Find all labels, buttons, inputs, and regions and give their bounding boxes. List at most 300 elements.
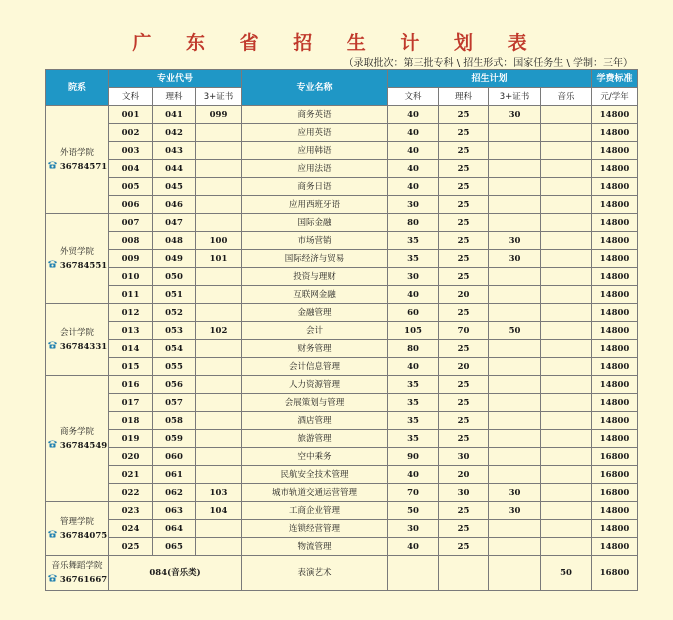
table-row <box>46 466 638 484</box>
code-science: 054 <box>153 340 196 358</box>
code-cert <box>196 376 242 394</box>
college-phone <box>47 259 107 273</box>
plan-science: 25 <box>439 142 489 160</box>
plan-arts: 40 <box>388 286 439 304</box>
page-title: 广 东 省 招 生 计 划 表 <box>132 32 541 54</box>
telephone-icon <box>47 160 58 174</box>
code-cert <box>196 538 242 556</box>
plan-music <box>541 340 592 358</box>
tuition-fee: 14800 <box>592 160 638 178</box>
plan-cert <box>489 142 541 160</box>
tuition-fee: 14800 <box>592 376 638 394</box>
college-phone <box>47 340 107 354</box>
plan-cert <box>489 160 541 178</box>
plan-arts: 35 <box>388 394 439 412</box>
plan-science: 20 <box>439 466 489 484</box>
tuition-fee: 14800 <box>592 106 638 124</box>
code-cert <box>196 286 242 304</box>
major-name: 国际经济与贸易 <box>242 250 388 268</box>
table-row <box>46 232 638 250</box>
major-name: 应用韩语 <box>242 142 388 160</box>
major-name: 应用法语 <box>242 160 388 178</box>
code-science: 060 <box>153 448 196 466</box>
college-name: 管理学院 <box>59 516 94 527</box>
code-science: 062 <box>153 484 196 502</box>
plan-science: 70 <box>439 322 489 340</box>
tuition-fee: 16800 <box>592 556 638 591</box>
table-body <box>46 106 638 591</box>
plan-science: 25 <box>439 376 489 394</box>
plan-music <box>541 250 592 268</box>
code-cert <box>196 448 242 466</box>
code-science: 065 <box>153 538 196 556</box>
code-cert <box>196 358 242 376</box>
code-arts: 006 <box>109 196 153 214</box>
college-cell <box>46 304 109 376</box>
plan-header: 招生计划 <box>388 70 592 88</box>
plan-arts: 35 <box>388 376 439 394</box>
telephone-icon <box>47 573 58 587</box>
tuition-fee: 14800 <box>592 394 638 412</box>
plan-science: 25 <box>439 214 489 232</box>
table-row <box>46 520 638 538</box>
plan-cert: 30 <box>489 484 541 502</box>
code-arts: 010 <box>109 268 153 286</box>
plan-science: 20 <box>439 286 489 304</box>
table-row <box>46 322 638 340</box>
code-header: 专业代号 <box>109 70 242 88</box>
code-sub-cert: 3+证书 <box>196 88 242 106</box>
plan-cert <box>489 538 541 556</box>
tuition-fee: 14800 <box>592 430 638 448</box>
plan-music <box>541 178 592 196</box>
plan-music <box>541 358 592 376</box>
plan-science: 25 <box>439 430 489 448</box>
code-science: 058 <box>153 412 196 430</box>
page-subtitle: （录取批次：第三批专科 \ 招生形式：国家任务生 \ 学制：三年） <box>343 58 633 69</box>
tuition-fee: 14800 <box>592 304 638 322</box>
code-science: 041 <box>153 106 196 124</box>
plan-arts: 40 <box>388 466 439 484</box>
code-cert: 104 <box>196 502 242 520</box>
plan-cert <box>489 448 541 466</box>
college-phone <box>47 529 107 543</box>
plan-cert <box>489 196 541 214</box>
plan-sub-arts: 文科 <box>388 88 439 106</box>
code-arts: 001 <box>109 106 153 124</box>
code-science: 064 <box>153 520 196 538</box>
table-row <box>46 358 638 376</box>
code-arts: 023 <box>109 502 153 520</box>
plan-science: 25 <box>439 232 489 250</box>
code-science: 050 <box>153 268 196 286</box>
plan-science: 25 <box>439 178 489 196</box>
plan-music <box>541 196 592 214</box>
code-science: 047 <box>153 214 196 232</box>
plan-science: 25 <box>439 394 489 412</box>
code-arts: 022 <box>109 484 153 502</box>
code-arts: 005 <box>109 178 153 196</box>
plan-science: 25 <box>439 304 489 322</box>
enrollment-plan-table <box>45 69 638 591</box>
plan-science: 30 <box>439 448 489 466</box>
table-row <box>46 214 638 232</box>
plan-cert <box>489 376 541 394</box>
table-row <box>46 196 638 214</box>
plan-music <box>541 322 592 340</box>
tuition-fee: 14800 <box>592 286 638 304</box>
code-science: 048 <box>153 232 196 250</box>
plan-arts: 30 <box>388 196 439 214</box>
plan-science: 25 <box>439 340 489 358</box>
plan-music <box>541 232 592 250</box>
plan-music <box>541 124 592 142</box>
tuition-fee: 16800 <box>592 466 638 484</box>
table-row <box>46 304 638 322</box>
code-cert <box>196 214 242 232</box>
code-sub-science: 理科 <box>153 88 196 106</box>
plan-cert: 30 <box>489 502 541 520</box>
code-music: 084(音乐类) <box>109 556 242 591</box>
phone-number: 36761667 <box>59 575 108 585</box>
table-row <box>46 160 638 178</box>
code-science: 059 <box>153 430 196 448</box>
phone-number: 36784075 <box>59 530 108 541</box>
code-arts: 015 <box>109 358 153 376</box>
plan-music <box>541 142 592 160</box>
plan-science: 25 <box>439 502 489 520</box>
plan-music <box>541 502 592 520</box>
plan-music <box>541 448 592 466</box>
code-cert: 099 <box>196 106 242 124</box>
code-science: 045 <box>153 178 196 196</box>
code-cert <box>196 268 242 286</box>
plan-arts: 30 <box>388 520 439 538</box>
college-name: 商务学院 <box>59 426 94 437</box>
plan-arts: 40 <box>388 142 439 160</box>
plan-cert <box>489 214 541 232</box>
code-science: 056 <box>153 376 196 394</box>
college-header: 院系 <box>46 70 109 106</box>
college-phone <box>47 160 107 174</box>
code-science: 042 <box>153 124 196 142</box>
plan-arts: 105 <box>388 322 439 340</box>
code-cert <box>196 124 242 142</box>
plan-cert <box>489 340 541 358</box>
plan-music <box>541 484 592 502</box>
code-arts: 014 <box>109 340 153 358</box>
plan-music <box>541 520 592 538</box>
table-row <box>46 484 638 502</box>
plan-science: 25 <box>439 520 489 538</box>
plan-music <box>541 376 592 394</box>
table-row <box>46 556 638 591</box>
fee-header: 学费标准 <box>592 70 638 88</box>
table-row <box>46 178 638 196</box>
college-name: 外语学院 <box>59 147 94 158</box>
major-name: 人力资源管理 <box>242 376 388 394</box>
major-name: 会计信息管理 <box>242 358 388 376</box>
plan-arts: 40 <box>388 358 439 376</box>
college-name: 会计学院 <box>59 327 94 338</box>
code-science: 046 <box>153 196 196 214</box>
college-cell <box>46 106 109 214</box>
major-name: 应用英语 <box>242 124 388 142</box>
table-row <box>46 250 638 268</box>
code-cert <box>196 304 242 322</box>
telephone-icon <box>47 439 58 453</box>
plan-arts: 40 <box>388 538 439 556</box>
college-cell <box>46 502 109 556</box>
table-row <box>46 106 638 124</box>
code-arts: 017 <box>109 394 153 412</box>
code-science: 061 <box>153 466 196 484</box>
major-name: 市场营销 <box>242 232 388 250</box>
code-cert <box>196 160 242 178</box>
code-cert <box>196 430 242 448</box>
major-name: 旅游管理 <box>242 430 388 448</box>
major-name: 空中乘务 <box>242 448 388 466</box>
tuition-fee: 14800 <box>592 322 638 340</box>
table-row <box>46 448 638 466</box>
code-science: 053 <box>153 322 196 340</box>
table-row <box>46 286 638 304</box>
plan-arts: 40 <box>388 106 439 124</box>
code-arts: 011 <box>109 286 153 304</box>
plan-cert <box>489 466 541 484</box>
table-row <box>46 142 638 160</box>
major-name: 酒店管理 <box>242 412 388 430</box>
code-arts: 020 <box>109 448 153 466</box>
code-cert <box>196 142 242 160</box>
major-name: 互联网金融 <box>242 286 388 304</box>
major-name: 金融管理 <box>242 304 388 322</box>
tuition-fee: 14800 <box>592 502 638 520</box>
plan-music <box>541 268 592 286</box>
plan-arts: 50 <box>388 502 439 520</box>
code-cert <box>196 340 242 358</box>
code-science: 049 <box>153 250 196 268</box>
plan-cert <box>489 268 541 286</box>
plan-sub-music: 音乐 <box>541 88 592 106</box>
phone-number: 36784331 <box>59 341 108 352</box>
plan-music <box>541 214 592 232</box>
tuition-fee: 16800 <box>592 484 638 502</box>
major-name: 民航安全技术管理 <box>242 466 388 484</box>
code-science: 055 <box>153 358 196 376</box>
college-cell <box>46 376 109 502</box>
major-name: 会展策划与管理 <box>242 394 388 412</box>
plan-cert: 30 <box>489 232 541 250</box>
plan-music <box>541 286 592 304</box>
major-name: 应用西班牙语 <box>242 196 388 214</box>
plan-science: 25 <box>439 160 489 178</box>
tuition-fee: 14800 <box>592 142 638 160</box>
plan-science: 25 <box>439 268 489 286</box>
telephone-icon <box>47 529 58 543</box>
plan-cert <box>489 304 541 322</box>
table-row <box>46 394 638 412</box>
table-row <box>46 430 638 448</box>
plan-science: 25 <box>439 538 489 556</box>
plan-arts: 35 <box>388 250 439 268</box>
plan-science: 25 <box>439 250 489 268</box>
plan-arts: 40 <box>388 124 439 142</box>
table-row <box>46 538 638 556</box>
tuition-fee: 14800 <box>592 340 638 358</box>
phone-number: 36784571 <box>59 161 108 172</box>
plan-science: 30 <box>439 484 489 502</box>
plan-arts: 35 <box>388 430 439 448</box>
code-arts: 002 <box>109 124 153 142</box>
plan-arts: 60 <box>388 304 439 322</box>
college-name: 外贸学院 <box>59 246 94 257</box>
plan-science: 25 <box>439 124 489 142</box>
plan-arts: 35 <box>388 232 439 250</box>
code-cert <box>196 520 242 538</box>
plan-cert <box>489 412 541 430</box>
plan-arts: 80 <box>388 214 439 232</box>
tuition-fee: 14800 <box>592 520 638 538</box>
plan-arts <box>388 556 439 591</box>
plan-cert <box>489 286 541 304</box>
phone-number: 36784551 <box>59 260 108 271</box>
plan-music <box>541 304 592 322</box>
code-cert: 102 <box>196 322 242 340</box>
code-cert <box>196 466 242 484</box>
major-name: 投资与理财 <box>242 268 388 286</box>
code-arts: 018 <box>109 412 153 430</box>
code-cert <box>196 178 242 196</box>
code-arts: 016 <box>109 376 153 394</box>
plan-science: 25 <box>439 106 489 124</box>
plan-arts: 40 <box>388 160 439 178</box>
plan-cert <box>489 358 541 376</box>
code-arts: 007 <box>109 214 153 232</box>
code-cert <box>196 412 242 430</box>
plan-science <box>439 556 489 591</box>
plan-music <box>541 466 592 484</box>
major-name: 工商企业管理 <box>242 502 388 520</box>
tuition-fee: 14800 <box>592 232 638 250</box>
phone-number: 36784549 <box>59 440 108 451</box>
plan-cert <box>489 394 541 412</box>
code-cert <box>196 196 242 214</box>
telephone-icon <box>47 340 58 354</box>
code-arts: 021 <box>109 466 153 484</box>
code-cert: 103 <box>196 484 242 502</box>
tuition-fee: 14800 <box>592 358 638 376</box>
major-name: 商务日语 <box>242 178 388 196</box>
code-arts: 019 <box>109 430 153 448</box>
tuition-fee: 14800 <box>592 250 638 268</box>
code-arts: 025 <box>109 538 153 556</box>
major-name: 表演艺术 <box>242 556 388 591</box>
tuition-fee: 14800 <box>592 124 638 142</box>
code-sub-arts: 文科 <box>109 88 153 106</box>
tuition-fee: 14800 <box>592 268 638 286</box>
college-phone <box>47 439 107 453</box>
major-name: 商务英语 <box>242 106 388 124</box>
major-name: 连锁经营管理 <box>242 520 388 538</box>
major-name: 财务管理 <box>242 340 388 358</box>
code-arts: 013 <box>109 322 153 340</box>
code-science: 044 <box>153 160 196 178</box>
plan-music <box>541 412 592 430</box>
plan-music <box>541 430 592 448</box>
plan-music <box>541 394 592 412</box>
tuition-fee: 14800 <box>592 178 638 196</box>
tuition-fee: 14800 <box>592 196 638 214</box>
plan-cert <box>489 430 541 448</box>
code-arts: 009 <box>109 250 153 268</box>
major-header: 专业名称 <box>242 70 388 106</box>
college-name: 音乐舞蹈学院 <box>51 561 103 571</box>
table-row <box>46 502 638 520</box>
code-arts: 012 <box>109 304 153 322</box>
code-science: 051 <box>153 286 196 304</box>
college-phone <box>47 573 107 587</box>
code-science: 063 <box>153 502 196 520</box>
plan-cert <box>489 556 541 591</box>
code-cert: 100 <box>196 232 242 250</box>
plan-cert: 50 <box>489 322 541 340</box>
code-arts: 024 <box>109 520 153 538</box>
plan-music <box>541 538 592 556</box>
code-science: 052 <box>153 304 196 322</box>
plan-cert: 30 <box>489 250 541 268</box>
major-name: 物流管理 <box>242 538 388 556</box>
code-science: 043 <box>153 142 196 160</box>
code-cert <box>196 394 242 412</box>
plan-cert <box>489 178 541 196</box>
table-row <box>46 268 638 286</box>
plan-science: 25 <box>439 196 489 214</box>
fee-sub-unit: 元/学年 <box>592 88 638 106</box>
plan-arts: 40 <box>388 178 439 196</box>
table-row <box>46 412 638 430</box>
plan-arts: 70 <box>388 484 439 502</box>
plan-cert <box>489 520 541 538</box>
telephone-icon <box>47 259 58 273</box>
plan-cert <box>489 124 541 142</box>
plan-arts: 90 <box>388 448 439 466</box>
plan-sub-science: 理科 <box>439 88 489 106</box>
plan-music: 50 <box>541 556 592 591</box>
tuition-fee: 14800 <box>592 412 638 430</box>
code-arts: 003 <box>109 142 153 160</box>
plan-arts: 30 <box>388 268 439 286</box>
plan-sub-cert: 3+证书 <box>489 88 541 106</box>
plan-music <box>541 160 592 178</box>
tuition-fee: 14800 <box>592 538 638 556</box>
college-cell <box>46 214 109 304</box>
code-arts: 004 <box>109 160 153 178</box>
major-name: 会计 <box>242 322 388 340</box>
plan-science: 25 <box>439 412 489 430</box>
tuition-fee: 16800 <box>592 448 638 466</box>
code-science: 057 <box>153 394 196 412</box>
plan-arts: 35 <box>388 412 439 430</box>
plan-science: 20 <box>439 358 489 376</box>
plan-cert: 30 <box>489 106 541 124</box>
table-row <box>46 376 638 394</box>
table-row <box>46 340 638 358</box>
code-arts: 008 <box>109 232 153 250</box>
plan-arts: 80 <box>388 340 439 358</box>
major-name: 国际金融 <box>242 214 388 232</box>
code-cert: 101 <box>196 250 242 268</box>
